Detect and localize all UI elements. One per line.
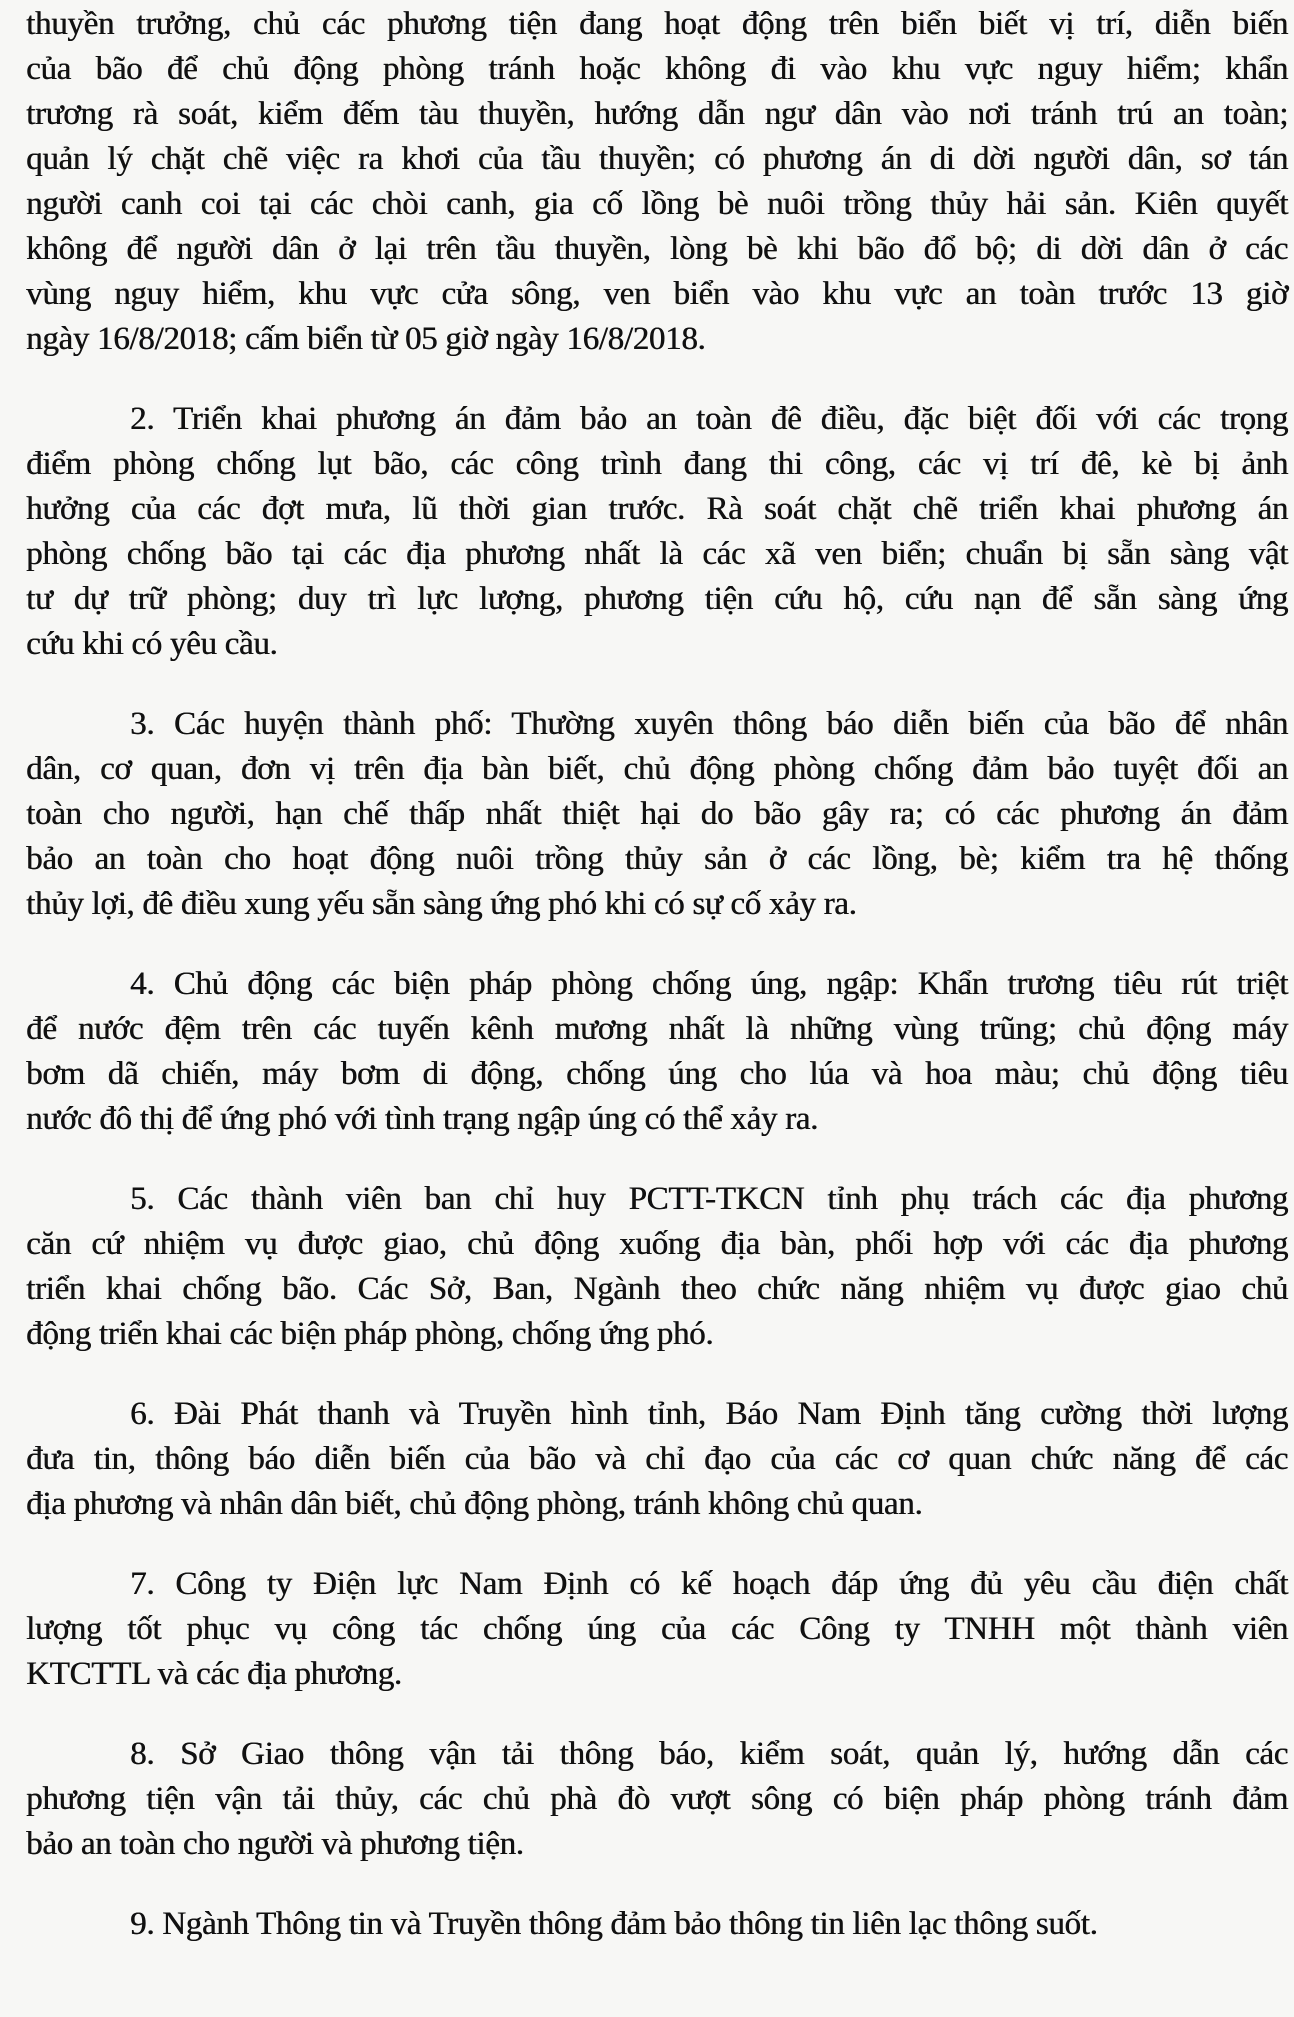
- text-line: phòng chống bão tại các địa phương nhất là các xã ven biển; chuẩn bị sẵn sàng vật: [26, 536, 1288, 572]
- text-line: 8. Sở Giao thông vận tải thông báo, kiểm soát, quản lý, hướng dẫn các: [130, 1736, 1288, 1772]
- text-line: hưởng của các đợt mưa, lũ thời gian trước. Rà soát chặt chẽ triển khai phương án: [26, 491, 1288, 527]
- text-line: để nước đệm trên các tuyến kênh mương nhất là những vùng trũng; chủ động máy: [26, 1011, 1288, 1047]
- text-line: cứu khi có yêu cầu.: [26, 626, 278, 662]
- paragraph-4: [26, 962, 1288, 1142]
- paragraph-5: [26, 1177, 1288, 1357]
- text-line: trương rà soát, kiểm đếm tàu thuyền, hướng dẫn ngư dân vào nơi tránh trú an toàn;: [26, 96, 1288, 132]
- text-line: quản lý chặt chẽ việc ra khơi của tầu thuyền; có phương án di dời người dân, sơ tán: [26, 141, 1288, 177]
- text-line: 9. Ngành Thông tin và Truyền thông đảm bảo thông tin liên lạc thông suốt.: [130, 1906, 1098, 1942]
- text-line: KTCTTL và các địa phương.: [26, 1656, 402, 1692]
- text-line: 7. Công ty Điện lực Nam Định có kế hoạch đáp ứng đủ yêu cầu điện chất: [130, 1566, 1288, 1602]
- text-line: động triển khai các biện pháp phòng, chống ứng phó.: [26, 1316, 714, 1352]
- paragraph-6: [26, 1392, 1288, 1527]
- text-line: 6. Đài Phát thanh và Truyền hình tỉnh, Báo Nam Định tăng cường thời lượng: [130, 1396, 1288, 1432]
- document-page: [26, 2, 1288, 1982]
- text-line: 5. Các thành viên ban chỉ huy PCTT-TKCN tỉnh phụ trách các địa phương: [130, 1181, 1288, 1217]
- paragraph-8: [26, 1732, 1288, 1867]
- text-line: phương tiện vận tải thủy, các chủ phà đò vượt sông có biện pháp phòng tránh đảm: [26, 1781, 1288, 1817]
- paragraph-7: [26, 1562, 1288, 1697]
- text-line: người canh coi tại các chòi canh, gia cố lồng bè nuôi trồng thủy hải sản. Kiên quyết: [26, 186, 1288, 222]
- text-line: lượng tốt phục vụ công tác chống úng của các Công ty TNHH một thành viên: [26, 1611, 1288, 1647]
- text-line: tư dự trữ phòng; duy trì lực lượng, phương tiện cứu hộ, cứu nạn để sẵn sàng ứng: [26, 581, 1288, 617]
- text-line: 2. Triển khai phương án đảm bảo an toàn đê điều, đặc biệt đối với các trọng: [130, 401, 1288, 437]
- text-line: nước đô thị để ứng phó với tình trạng ngập úng có thể xảy ra.: [26, 1101, 818, 1137]
- text-line: triển khai chống bão. Các Sở, Ban, Ngành theo chức năng nhiệm vụ được giao chủ: [26, 1271, 1288, 1307]
- text-line: địa phương và nhân dân biết, chủ động phòng, tránh không chủ quan.: [26, 1486, 923, 1522]
- text-line: 4. Chủ động các biện pháp phòng chống úng, ngập: Khẩn trương tiêu rút triệt: [130, 966, 1288, 1002]
- text-line: vùng nguy hiểm, khu vực cửa sông, ven biển vào khu vực an toàn trước 13 giờ: [26, 276, 1288, 312]
- text-line: không để người dân ở lại trên tầu thuyền, lòng bè khi bão đổ bộ; di dời dân ở các: [26, 231, 1288, 267]
- text-line: thủy lợi, đê điều xung yếu sẵn sàng ứng phó khi có sự cố xảy ra.: [26, 886, 857, 922]
- paragraph-9: [26, 1902, 1288, 1947]
- text-line: bảo an toàn cho người và phương tiện.: [26, 1826, 524, 1862]
- text-line: ngày 16/8/2018; cấm biển từ 05 giờ ngày 16/8/2018.: [26, 321, 706, 357]
- text-line: căn cứ nhiệm vụ được giao, chủ động xuống địa bàn, phối hợp với các địa phương: [26, 1226, 1288, 1262]
- paragraph-1: [26, 2, 1288, 362]
- text-line: điểm phòng chống lụt bão, các công trình đang thi công, các vị trí đê, kè bị ảnh: [26, 446, 1288, 482]
- text-line: thuyền trưởng, chủ các phương tiện đang hoạt động trên biển biết vị trí, diễn biến: [26, 6, 1288, 42]
- text-line: bơm dã chiến, máy bơm di động, chống úng cho lúa và hoa màu; chủ động tiêu: [26, 1056, 1288, 1092]
- text-line: của bão để chủ động phòng tránh hoặc không đi vào khu vực nguy hiểm; khẩn: [26, 51, 1288, 87]
- text-line: bảo an toàn cho hoạt động nuôi trồng thủy sản ở các lồng, bè; kiểm tra hệ thống: [26, 841, 1288, 877]
- text-line: dân, cơ quan, đơn vị trên địa bàn biết, chủ động phòng chống đảm bảo tuyệt đối an: [26, 751, 1288, 787]
- paragraph-2: [26, 397, 1288, 667]
- paragraph-3: [26, 702, 1288, 927]
- text-line: 3. Các huyện thành phố: Thường xuyên thông báo diễn biến của bão để nhân: [130, 706, 1288, 742]
- text-line: toàn cho người, hạn chế thấp nhất thiệt hại do bão gây ra; có các phương án đảm: [26, 796, 1288, 832]
- text-line: đưa tin, thông báo diễn biến của bão và chỉ đạo của các cơ quan chức năng để các: [26, 1441, 1288, 1477]
